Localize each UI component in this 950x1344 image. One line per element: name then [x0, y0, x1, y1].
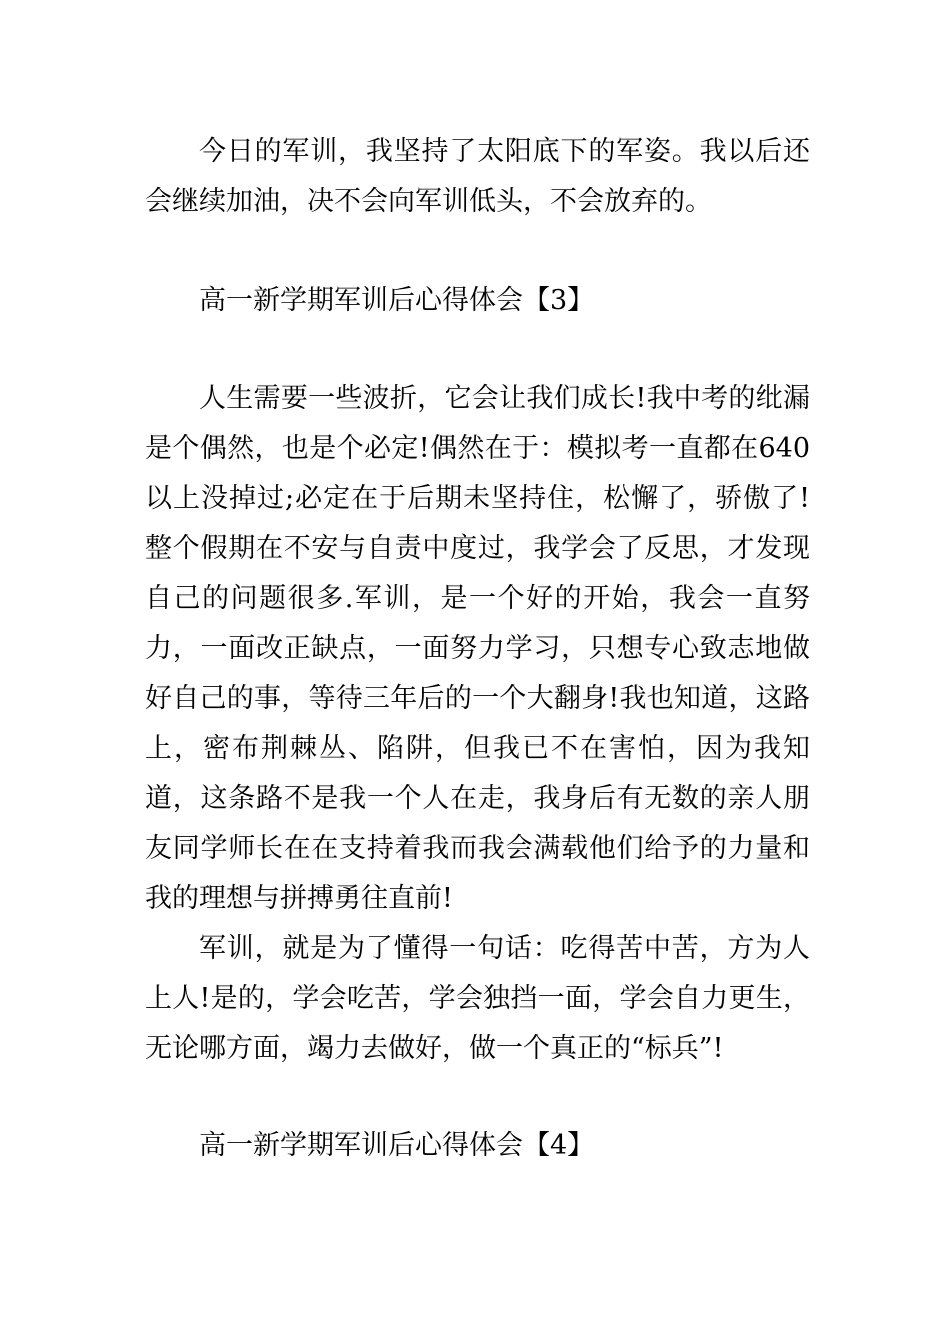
paragraph-life-setbacks: 人生需要一些波折，它会让我们成长!我中考的纰漏是个偶然，也是个必定!偶然在于：模拟考一直都在640以上没掉过;必定在于后期未坚持住，松懈了，骄傲了!整个假期在不安与自责中度过，我学会了反思，才发现自己的问题很多.军训，是一个好的开始，我会一直努力，一面改正缺点，一面努力学习，只想专心致志地做好自己的事，等待三年后的一个大翻身!我也知道，这路上，密布荆棘丛、陷阱，但我已不在害怕，因为我知道，这条路不是我一个人在走，我身后有无数的亲人朋友同学师长在在支持着我而我会满载他们给予的力量和我的理想与拼搏勇往直前!: [145, 383, 810, 914]
paragraph-military-posture: 今日的军训，我坚持了太阳底下的军姿。我以后还会继续加油，决不会向军训低头，不会放弃的。: [145, 136, 810, 217]
section-heading-3: 高一新学期军训后心得体会【3】: [199, 285, 595, 316]
section-heading-4: 高一新学期军训后心得体会【4】: [199, 1130, 595, 1161]
paragraph-endure-hardship: 军训，就是为了懂得一句话：吃得苦中苦，方为人上人!是的，学会吃苦，学会独挡一面，学会自力更生，无论哪方面，竭力去做好，做一个真正的“标兵”!: [145, 933, 810, 1064]
